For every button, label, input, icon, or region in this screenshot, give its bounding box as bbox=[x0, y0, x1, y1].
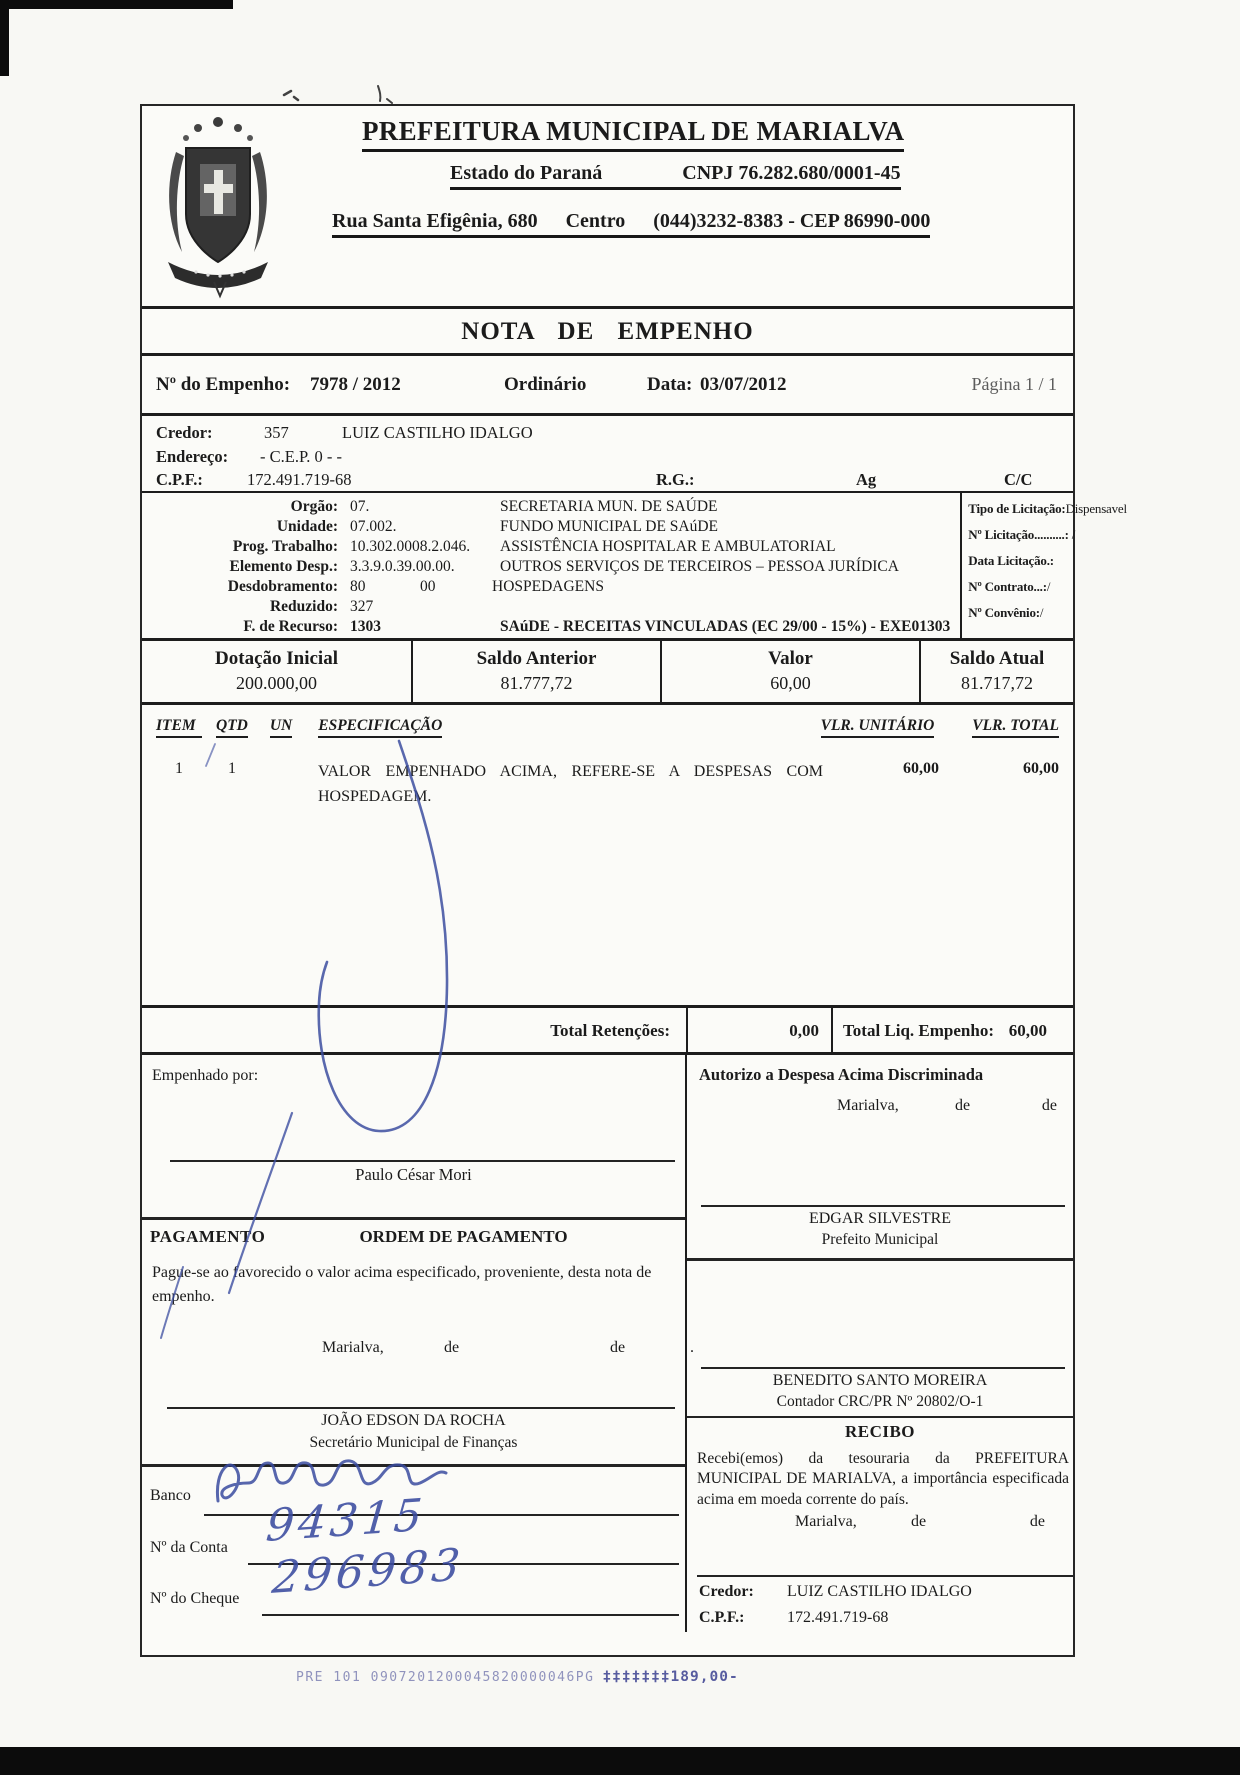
total-liq-label: Total Liq. Empenho: bbox=[843, 1021, 994, 1040]
signer-role: Secretário Municipal de Finanças bbox=[309, 1434, 518, 1451]
licitacao-column bbox=[960, 493, 1129, 638]
pagamento-title: PAGAMENTO bbox=[150, 1227, 266, 1246]
credor-name: LUIZ CASTILHO IDALGO bbox=[342, 423, 533, 442]
cpf-value: 172.491.719-68 bbox=[787, 1609, 889, 1626]
signer-edgar-silvestre: EDGAR SILVESTRE bbox=[808, 1210, 952, 1227]
total-liq-cell bbox=[833, 1008, 1073, 1052]
lic-label: Nº Contrato...: bbox=[968, 579, 1047, 594]
rg-label: R.G.: bbox=[656, 470, 695, 489]
recibo-text: Recebi(emos) da tesouraria da PREFEITURA MUNICIPAL DE MARIALVA, a importância especificada acima em moeda corrente do país. bbox=[697, 1450, 1069, 1508]
coat-of-arms-marialva-icon bbox=[158, 112, 278, 304]
signature-line bbox=[170, 1160, 675, 1162]
signer-benedito-santo-moreira: BENEDITO SANTO MOREIRA bbox=[772, 1372, 988, 1389]
address-phone-cep: (044)3232-8383 - CEP 86990-000 bbox=[653, 210, 931, 232]
print-amount: ‡‡‡‡‡‡‡189,00- bbox=[602, 1669, 739, 1685]
row-label: Prog. Trabalho: bbox=[232, 538, 338, 555]
cpf-label: C.P.F.: bbox=[699, 1609, 745, 1626]
col-value: 60,00 bbox=[770, 673, 811, 693]
empenho-number-label: Nº do Empenho: bbox=[156, 374, 291, 395]
row-code: 1303 bbox=[350, 618, 381, 635]
de-word: de bbox=[1029, 1513, 1045, 1530]
empenho-number: 7978 / 2012 bbox=[310, 374, 401, 395]
endereco-label: Endereço: bbox=[156, 447, 229, 466]
col-value: 200.000,00 bbox=[236, 673, 317, 693]
credor-block bbox=[142, 416, 1073, 493]
row-code: 10.302.0008.2.046. bbox=[350, 538, 471, 555]
row-desc: OUTROS SERVIÇOS DE TERCEIROS – PESSOA JURÍDICA bbox=[500, 558, 899, 575]
city-name: Marialva, bbox=[837, 1097, 899, 1114]
row-code: 07. bbox=[350, 498, 370, 515]
cnpj-label: CNPJ 76.282.680/0001-45 bbox=[682, 162, 901, 184]
form-header bbox=[142, 106, 1073, 309]
credor-code: 357 bbox=[264, 423, 289, 442]
row-desc: ASSISTÊNCIA HOSPITALAR E AMBULATORIAL bbox=[500, 538, 836, 555]
de-word: de bbox=[1041, 1097, 1057, 1114]
cpf-label: C.P.F.: bbox=[156, 470, 203, 489]
left-panel bbox=[142, 1055, 694, 1632]
classification-row-unidade bbox=[142, 518, 960, 538]
col-item: ITEM bbox=[156, 717, 202, 738]
col-qtd: QTD bbox=[216, 717, 248, 738]
cpf-value: 172.491.719-68 bbox=[247, 470, 352, 489]
licitacao-numero bbox=[968, 527, 1127, 553]
print-code: PRE 101 0907201200045820000046PG bbox=[296, 1670, 595, 1685]
licitacao-tipo bbox=[968, 501, 1127, 527]
cc-label: C/C bbox=[1004, 470, 1033, 489]
city-name: Marialva, bbox=[795, 1513, 857, 1530]
scan-edge-top bbox=[0, 0, 233, 9]
item-spec: VALOR EMPENHADO ACIMA, REFERE-SE A DESPESAS COM HOSPEDAGEM. bbox=[318, 763, 823, 805]
totals-row bbox=[142, 1005, 1073, 1055]
dotacao-inicial-cell bbox=[142, 641, 413, 702]
classification-row-orgao bbox=[142, 498, 960, 518]
row-code: 327 bbox=[350, 598, 374, 615]
row-code: 07.002. bbox=[350, 518, 397, 535]
classification-rows bbox=[142, 493, 960, 638]
col-vlr-unitario: VLR. UNITÁRIO bbox=[821, 717, 935, 738]
row-code2: 00 bbox=[420, 578, 436, 595]
row-desc: HOSPEDAGENS bbox=[492, 578, 604, 595]
state-label: Estado do Paraná bbox=[450, 162, 603, 184]
page-indicator: Página 1 / 1 bbox=[971, 374, 1057, 394]
item-vlr-total: 60,00 bbox=[1023, 760, 1059, 777]
divider bbox=[687, 1258, 1073, 1261]
lic-label: Data Licitação.: bbox=[968, 553, 1054, 568]
endereco-value: - C.E.P. 0 - - bbox=[260, 447, 343, 466]
classification-row-elemento bbox=[142, 558, 960, 578]
row-desc: SAúDE - RECEITAS VINCULADAS (EC 29/00 - 15%) - EXE bbox=[500, 618, 912, 635]
col-vlr-total: VLR. TOTAL bbox=[972, 717, 1059, 738]
autorizo-title: Autorizo a Despesa Acima Discriminada bbox=[699, 1065, 984, 1084]
city-name: Marialva, bbox=[322, 1339, 384, 1356]
items-header-row bbox=[156, 717, 1059, 738]
col-especificacao: ESPECIFICAÇÃO bbox=[318, 717, 442, 738]
header-text bbox=[320, 106, 1073, 238]
classification-row-reduzido bbox=[142, 598, 960, 618]
col-header: Saldo Atual bbox=[949, 648, 1045, 669]
col-header: Saldo Anterior bbox=[476, 648, 597, 669]
convenio-numero bbox=[968, 605, 1127, 631]
classification-row-prog-trabalho bbox=[142, 538, 960, 558]
row-label: F. de Recurso: bbox=[243, 618, 338, 635]
credor-label: Credor: bbox=[699, 1583, 754, 1600]
scan-edge-left bbox=[0, 0, 9, 76]
signature-line bbox=[701, 1367, 1065, 1369]
dot-matrix-print bbox=[296, 1666, 739, 1685]
row-code: 3.3.9.0.39.00.00. bbox=[350, 558, 455, 575]
address-street: Rua Santa Efigênia, 680 bbox=[332, 210, 538, 232]
ag-label: Ag bbox=[856, 470, 877, 489]
credor-value: LUIZ CASTILHO IDALGO bbox=[787, 1583, 972, 1600]
divider bbox=[697, 1575, 1073, 1577]
cheque-label: Nº do Cheque bbox=[150, 1590, 240, 1607]
empenhado-por-label: Empenhado por: bbox=[152, 1067, 259, 1084]
de-word: de bbox=[610, 1339, 626, 1356]
row-label: Desdobramento: bbox=[227, 578, 338, 595]
scan-edge-bottom bbox=[0, 1747, 1240, 1775]
row-label: Orgão: bbox=[290, 498, 338, 515]
signer-role: Contador CRC/PR Nº 20802/O-1 bbox=[776, 1393, 984, 1410]
dot: . bbox=[690, 1339, 694, 1356]
conta-label: Nº da Conta bbox=[150, 1539, 228, 1556]
nota-de-empenho-form bbox=[140, 104, 1127, 1657]
saldo-atual-cell bbox=[921, 641, 1073, 702]
total-retencoes-value: 0,00 bbox=[688, 1008, 833, 1052]
items-table bbox=[142, 705, 1073, 1005]
row-label: Unidade: bbox=[276, 518, 338, 535]
col-header: Valor bbox=[768, 648, 813, 669]
lic-value: / bbox=[1071, 527, 1076, 542]
date-label: Data: bbox=[647, 374, 693, 395]
credor-label: Credor: bbox=[156, 423, 213, 442]
lic-value: / bbox=[1046, 579, 1051, 594]
header-line-state-cnpj bbox=[450, 162, 1073, 190]
row-extra: 01303 bbox=[911, 618, 951, 635]
row-label: Reduzido: bbox=[269, 598, 338, 615]
de-word: de bbox=[444, 1339, 460, 1356]
signer-role: Prefeito Municipal bbox=[821, 1231, 939, 1248]
lic-label: Tipo de Licitação: bbox=[968, 501, 1066, 516]
divider bbox=[142, 1217, 685, 1220]
item-number: 1 bbox=[175, 760, 183, 777]
lic-label: Nº Convênio: bbox=[968, 605, 1040, 620]
classification-row-desdobramento bbox=[142, 578, 960, 598]
recibo-title: RECIBO bbox=[844, 1422, 916, 1441]
signature-line bbox=[701, 1205, 1065, 1207]
row-label: Elemento Desp.: bbox=[229, 558, 338, 575]
address-district: Centro bbox=[565, 210, 626, 232]
municipality-title: PREFEITURA MUNICIPAL DE MARIALVA bbox=[362, 116, 904, 152]
classification-row-fonte-recurso bbox=[142, 618, 960, 638]
signer-joao-edson-da-rocha: JOÃO EDSON DA ROCHA bbox=[321, 1412, 506, 1429]
pagamento-text: Pague-se ao favorecido o valor acima especificado, proveniente, desta nota de empenho. bbox=[152, 1264, 652, 1305]
de-word: de bbox=[955, 1097, 971, 1114]
right-panel bbox=[685, 1055, 1073, 1632]
signatures-area bbox=[142, 1055, 1073, 1632]
date-value: 03/07/2012 bbox=[700, 374, 787, 395]
lic-label: Nº Licitação..........: bbox=[968, 527, 1069, 542]
banco-label: Banco bbox=[150, 1487, 191, 1504]
row-code: 80 bbox=[350, 578, 366, 595]
col-header: Dotação Inicial bbox=[215, 648, 338, 669]
budget-classification bbox=[142, 493, 1127, 641]
cheque-fill-line bbox=[262, 1614, 679, 1616]
contrato-numero bbox=[968, 579, 1127, 605]
total-retencoes-label: Total Retenções: bbox=[142, 1008, 688, 1052]
cheque-handwriting: 296983 bbox=[270, 1539, 467, 1604]
lic-value: Dispensavel bbox=[1065, 501, 1127, 516]
budget-summary bbox=[142, 641, 1073, 705]
de-word: de bbox=[911, 1513, 927, 1530]
item-row bbox=[156, 760, 1059, 810]
item-qtd: 1 bbox=[228, 760, 236, 777]
divider bbox=[687, 1416, 1073, 1418]
col-value: 81.777,72 bbox=[500, 673, 573, 693]
col-un: UN bbox=[270, 717, 292, 738]
signer-paulo-cesar-mori: Paulo César Mori bbox=[355, 1165, 472, 1184]
ordem-pagamento-title: ORDEM DE PAGAMENTO bbox=[359, 1227, 568, 1246]
col-value: 81.717,72 bbox=[961, 673, 1033, 693]
row-desc: SECRETARIA MUN. DE SAÚDE bbox=[500, 498, 718, 515]
item-vlr-unitario: 60,00 bbox=[903, 760, 939, 777]
total-liq-value: 60,00 bbox=[1008, 1021, 1047, 1040]
lic-value: / bbox=[1039, 605, 1044, 620]
empenho-row bbox=[142, 356, 1073, 416]
document-title: NOTA DE EMPENHO bbox=[142, 309, 1073, 356]
empenho-type: Ordinário bbox=[504, 374, 587, 395]
conta-handwriting: 94315 bbox=[264, 1489, 429, 1552]
row-desc: FUNDO MUNICIPAL DE SAúDE bbox=[500, 518, 719, 535]
valor-cell bbox=[662, 641, 921, 702]
signature-line bbox=[167, 1407, 675, 1409]
header-line-address bbox=[332, 210, 1073, 238]
saldo-anterior-cell bbox=[413, 641, 662, 702]
licitacao-data bbox=[968, 553, 1127, 579]
